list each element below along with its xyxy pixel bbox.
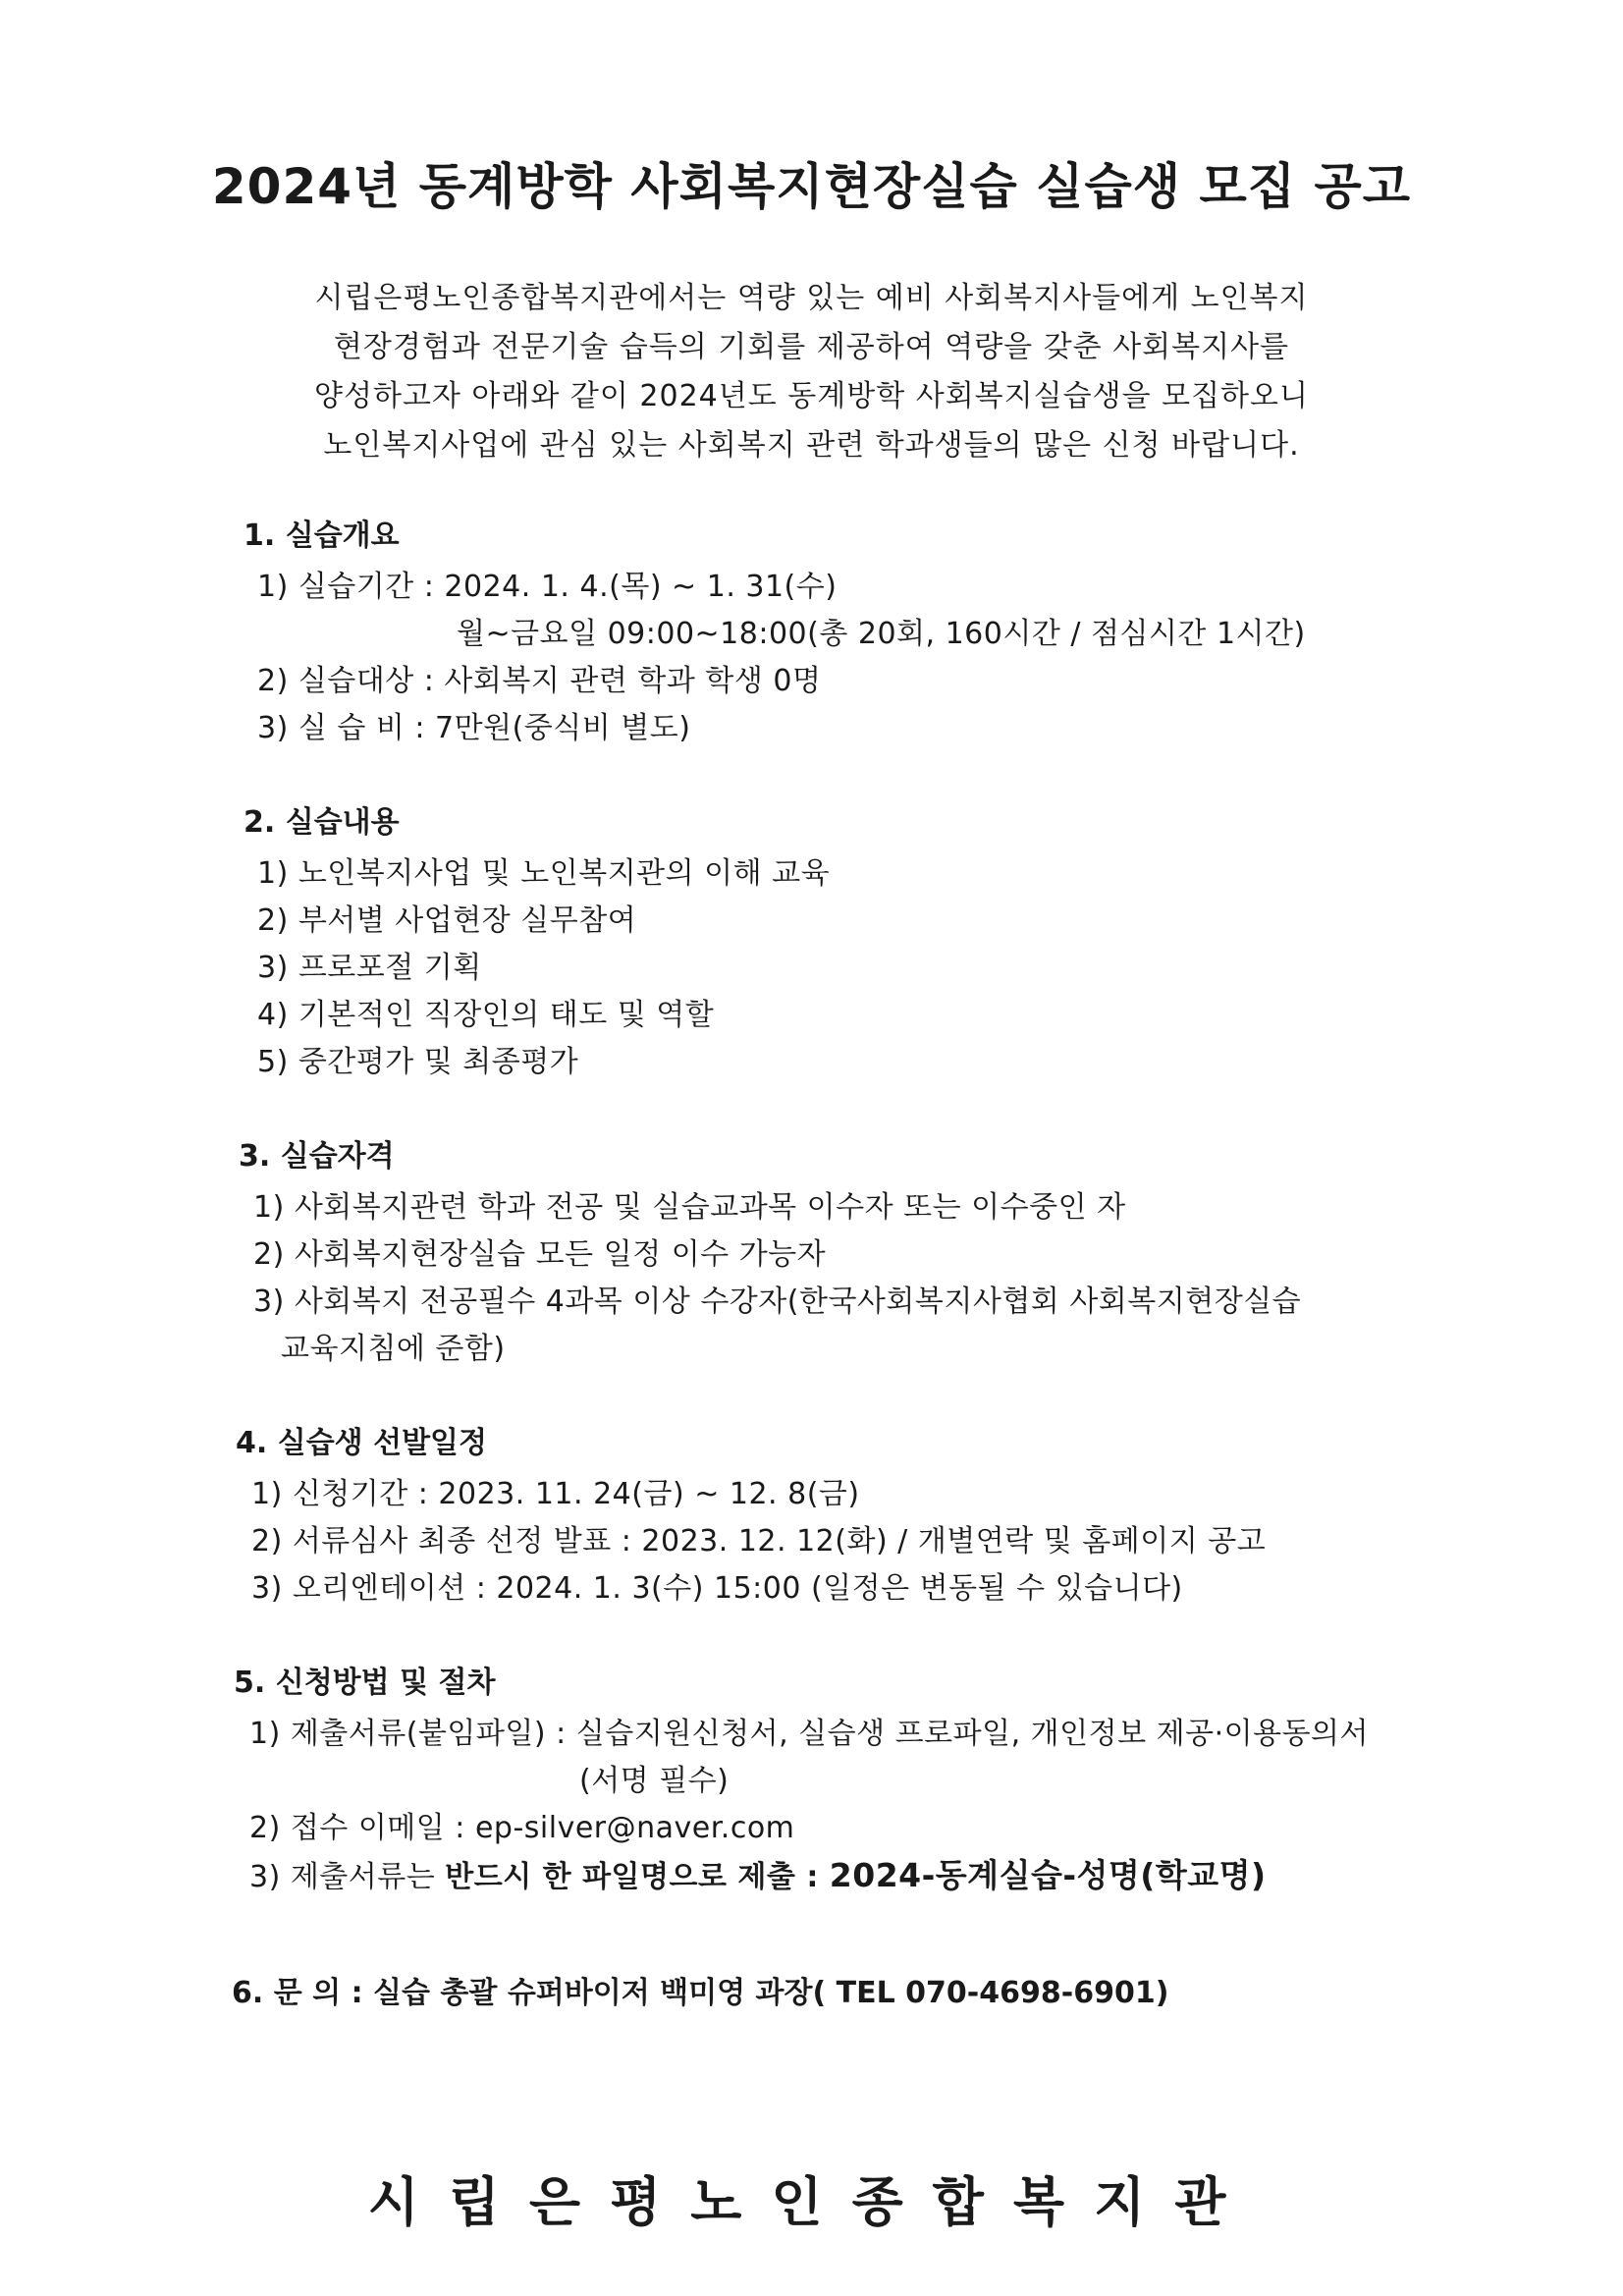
filename-format: 2024-동계실습-성명(학교명) [829,1856,1267,1894]
list-item: (서명 필수) [579,1764,730,1798]
section-heading-overview: 1. 실습개요 [243,519,400,553]
list-item: 3) 오리엔테이션 : 2024. 1. 3(수) 15:00 (일정은 변동될 수 있습니다) [251,1571,1183,1606]
list-item: 1) 신청기간 : 2023. 11. 24(금) ~ 12. 8(금) [251,1477,860,1511]
list-item [249,1850,1267,1896]
list-item: 1) 실습기간 : 2024. 1. 4.(목) ~ 1. 31(수) [257,570,838,604]
list-item: 3) 사회복지 전공필수 4과목 이상 수강자(한국사회복지사협회 사회복지현장실습 [253,1285,1302,1319]
list-item: 2) 부서별 사업현장 실무참여 [257,903,637,938]
list-item: 5) 중간평가 및 최종평가 [257,1045,579,1079]
intro-line: 시립은평노인종합복지관에서는 역량 있는 예비 사회복지사들에게 노인복지 [314,281,1309,315]
filename-rule-bold: 반드시 한 파일명으로 제출 : [445,1860,830,1894]
list-item: 2) 접수 이메일 : ep-silver@naver.com [249,1811,795,1845]
section-heading-application: 5. 신청방법 및 절차 [234,1666,496,1700]
list-item: 1) 노인복지사업 및 노인복지관의 이해 교육 [257,856,831,891]
page-title: 2024년 동계방학 사회복지현장실습 실습생 모집 공고 [211,158,1412,215]
list-item: 월~금요일 09:00~18:00(총 20회, 160시간 / 점심시간 1시간) [457,617,1306,651]
intro-line: 노인복지사업에 관심 있는 사회복지 관련 학과생들의 많은 신청 바랍니다. [323,428,1300,463]
list-item: 2) 사회복지현장실습 모든 일정 이수 가능자 [253,1237,827,1272]
list-item: 1) 사회복지관련 학과 전공 및 실습교과목 이수자 또는 이수중인 자 [253,1190,1126,1225]
list-item: 3) 실 습 비 : 7만원(중식비 별도) [257,711,691,745]
list-item: 4) 기본적인 직장인의 태도 및 역할 [257,998,715,1032]
section-heading-content: 2. 실습내용 [243,805,400,840]
list-item: 2) 서류심사 최종 선정 발표 : 2023. 12. 12(화) / 개별연락 및 홈페이지 공고 [251,1524,1267,1558]
list-item: 교육지침에 준함) [281,1332,506,1366]
list-item: 1) 제출서류(붙임파일) : 실습지원신청서, 실습생 프로파일, 개인정보 제공·이용동의서 [249,1717,1370,1751]
list-item: 2) 실습대상 : 사회복지 관련 학과 학생 0명 [257,664,822,698]
section-heading-qualification: 3. 실습자격 [239,1139,395,1174]
section-heading-schedule: 4. 실습생 선발일정 [236,1426,488,1460]
filename-rule-prefix: 3) 제출서류는 [249,1860,446,1894]
list-item: 3) 프로포절 기획 [257,951,482,985]
contact-info: 6. 문 의 : 실습 총괄 슈퍼바이저 백미영 과장( TEL 070-4698-6901) [232,1976,1169,2010]
intro-line: 현장경험과 전문기술 습득의 기회를 제공하여 역량을 갖춘 사회복지사를 [333,330,1290,364]
intro-line: 양성하고자 아래와 같이 2024년도 동계방학 사회복지실습생을 모집하오니 [314,379,1309,413]
organization-name: 시립은평노인종합복지관 [367,2171,1256,2233]
